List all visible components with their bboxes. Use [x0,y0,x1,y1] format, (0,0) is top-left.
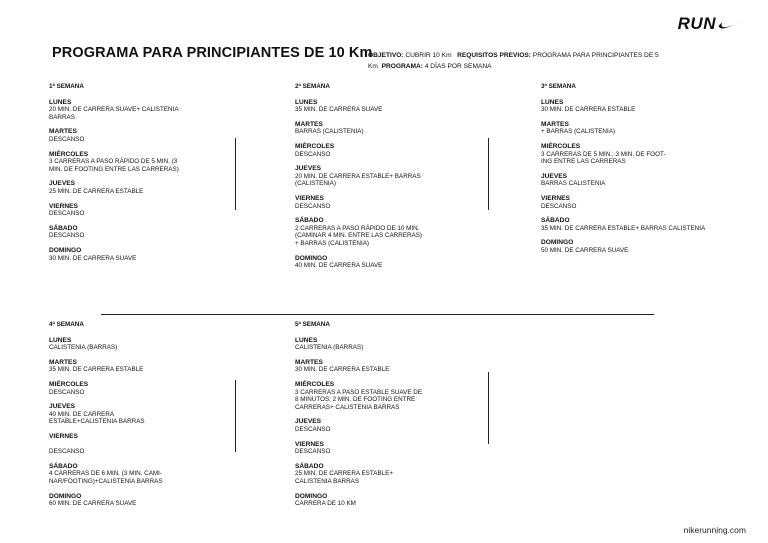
day-name: SÁBADO [295,217,324,225]
day-name: MIÉRCOLES [541,142,581,150]
day-text: DESCANSO [49,388,85,396]
day-text: 40 MIN. DE CARRERA SUAVE [295,262,383,270]
day-text: 20 MIN. DE CARRERA SUAVE+ CALISTENIA BARRAS [49,106,179,121]
day-text: 3 CARRERAS DE 5 MIN.; 3 MIN. DE FOOT- ING ENTRE LAS CARRERAS [541,150,666,166]
day-name: JUEVES [541,172,568,180]
day-name: JUEVES [295,418,322,426]
day-name: VIERNES [541,194,570,202]
day-entry [49,151,229,174]
footer-url: nikerunning.com [683,525,746,535]
day-text: 3 CARRERAS A PASO ESTABLE SUAVE DE 8 MINUTOS; 2 MIN. DE FOOTING ENTRE CARRERAS+ CALISTENIA BARRAS [295,388,423,411]
day-entry [541,173,741,188]
day-name: SÁBADO [541,217,570,225]
day-text: 25 MIN. DE CARRERA ESTABLE+ CALISTENIA BARRAS [295,470,394,485]
day-name: JUEVES [295,165,322,173]
day-entry [295,418,480,433]
program-value: 4 DÍAS POR SEMANA [424,63,492,70]
day-text: DESCANSO [49,135,85,143]
week-title: 3ª SEMANA [541,83,576,90]
column-divider [235,380,236,452]
day-name: MIÉRCOLES [49,150,89,158]
column-divider [488,372,489,444]
day-text: CALISTENIA (BARRAS) [295,344,364,352]
week-1 [49,83,229,269]
day-text: DESCANSO [295,202,331,210]
page-title: PROGRAMA PARA PRINCIPIANTES DE 10 Km [52,45,373,61]
day-entry [295,441,480,456]
day-entry [295,255,480,270]
day-name: LUNES [49,336,72,344]
day-text: DESCANSO [295,150,331,158]
day-entry [49,433,229,456]
day-entry [295,217,480,247]
day-name: SÁBADO [49,462,78,470]
day-name: VIERNES [49,202,78,210]
day-text: DESCANSO [541,202,577,210]
day-entry [295,99,480,114]
day-entry [49,99,229,122]
day-name: MARTES [49,358,77,366]
day-name: SÁBADO [295,462,324,470]
column-divider [235,138,236,210]
day-text: 2 CARRERAS A PASO RÁPIDO DE 10 MIN. (CAMINAR 4 MIN. ENTRE LAS CARRERAS) + BARRAS (CALISTENIA) [295,224,423,247]
day-entry [295,463,480,486]
day-name: VIERNES [49,432,78,440]
objective-value: CUBRIR 10 Km [405,52,452,59]
day-name: DOMINGO [295,254,328,262]
day-name: MIÉRCOLES [295,142,335,150]
day-entry [295,381,480,411]
day-name: LUNES [295,336,318,344]
day-text: CARRERA DE 10 KM [295,500,356,508]
day-text: 35 MIN. DE CARRERA SUAVE [295,106,383,114]
day-entry [49,337,229,352]
day-name: DOMINGO [49,492,82,500]
day-name: LUNES [541,98,564,106]
day-entry [295,195,480,210]
day-entry [49,403,229,426]
day-text: 50 MIN. DE CARRERA SUAVE [541,246,629,254]
week-3 [541,83,741,262]
day-text: 60 MIN. DE CARRERA SUAVE [49,500,137,508]
day-text: 4 CARRERAS DE 6 MIN. (3 MIN. CAMI- NAR/FOOTING)+CALISTENIA BARRAS [49,470,163,485]
day-text: DESCANSO [295,448,331,456]
day-name: JUEVES [49,180,76,188]
week-5 [295,321,480,515]
week-title: 5ª SEMANA [295,321,330,328]
day-name: VIERNES [295,440,324,448]
day-text: BARRAS CALISTENIA [541,180,606,188]
day-entry [49,493,229,508]
day-name: DOMINGO [49,246,82,254]
day-name: DOMINGO [541,239,574,247]
day-entry [49,381,229,396]
brand-logo [678,14,746,34]
day-name: MARTES [295,358,323,366]
objective-label: OBJETIVO: [368,52,404,59]
program-label: PROGRAMA: [381,63,423,70]
day-text: CALISTENIA (BARRAS) [49,344,118,352]
day-name: MARTES [49,128,77,136]
week-title: 2ª SEMANA [295,83,330,90]
day-entry [49,128,229,143]
day-text: 3 CARRERAS A PASO RÁPIDO DE 5 MIN. (3 MIN. DE FOOTING ENTRE LAS CARRERAS) [49,158,179,173]
day-name: SÁBADO [49,224,78,232]
day-text: 40 MIN. DE CARRERA ESTABLE+CALISTENIA BARRAS [49,410,145,426]
day-entry [295,337,480,352]
day-entry [295,165,480,188]
section-divider [101,314,654,315]
day-name: VIERNES [295,194,324,202]
day-entry [295,121,480,136]
requirements-label: REQUISITOS PREVIOS: [457,52,531,59]
day-text: 35 MIN. DE CARRERA ESTABLE+ BARRAS CALISTENIA [541,224,706,232]
day-entry [541,121,741,136]
day-name: MARTES [295,120,323,128]
day-entry [541,217,741,232]
day-name: LUNES [49,98,72,106]
day-name: MIÉRCOLES [295,380,335,388]
day-entry [49,225,229,240]
column-divider [488,138,489,210]
day-entry [49,203,229,218]
day-entry [49,463,229,486]
week-title: 1ª SEMANA [49,83,84,90]
day-text: 30 MIN. DE CARRERA ESTABLE [541,106,636,114]
day-name: MIÉRCOLES [49,380,89,388]
day-text: DESCANSO [295,425,331,433]
day-text: 30 MIN. DE CARRERA SUAVE [49,254,137,262]
day-text: BARRAS (CALISTENIA) [295,128,364,136]
day-entry [541,99,741,114]
day-entry [295,493,480,508]
day-name: DOMINGO [295,492,328,500]
day-entry [49,180,229,195]
day-entry [295,359,480,374]
requirements-value: PROGRAMA PARA PRINCIPIANTES DE 5 Km [368,52,659,70]
day-text: + BARRAS (CALISTENIA) [541,128,616,136]
day-entry [541,143,741,166]
week-title: 4ª SEMANA [49,321,84,328]
day-text: DESCANSO [49,448,85,456]
day-name: MARTES [541,120,569,128]
week-2 [295,83,480,277]
day-entry [541,239,741,254]
day-text: DESCANSO [49,232,85,240]
day-name: LUNES [295,98,318,106]
swoosh-icon [718,18,746,30]
brand-text: RUN [677,14,716,33]
day-text: DESCANSO [49,210,85,218]
day-entry [541,195,741,210]
day-text: 35 MIN. DE CARRERA ESTABLE [49,366,144,374]
day-text: 30 MIN. DE CARRERA ESTABLE [295,366,390,374]
day-entry [49,247,229,262]
week-4 [49,321,229,515]
day-text: 20 MIN. DE CARRERA ESTABLE+ BARRAS (CALISTENIA) [295,172,421,188]
program-meta [368,50,668,72]
day-name: JUEVES [49,403,76,411]
day-text: 25 MIN. DE CARRERA ESTABLE [49,187,144,195]
day-entry [295,143,480,158]
day-entry [49,359,229,374]
